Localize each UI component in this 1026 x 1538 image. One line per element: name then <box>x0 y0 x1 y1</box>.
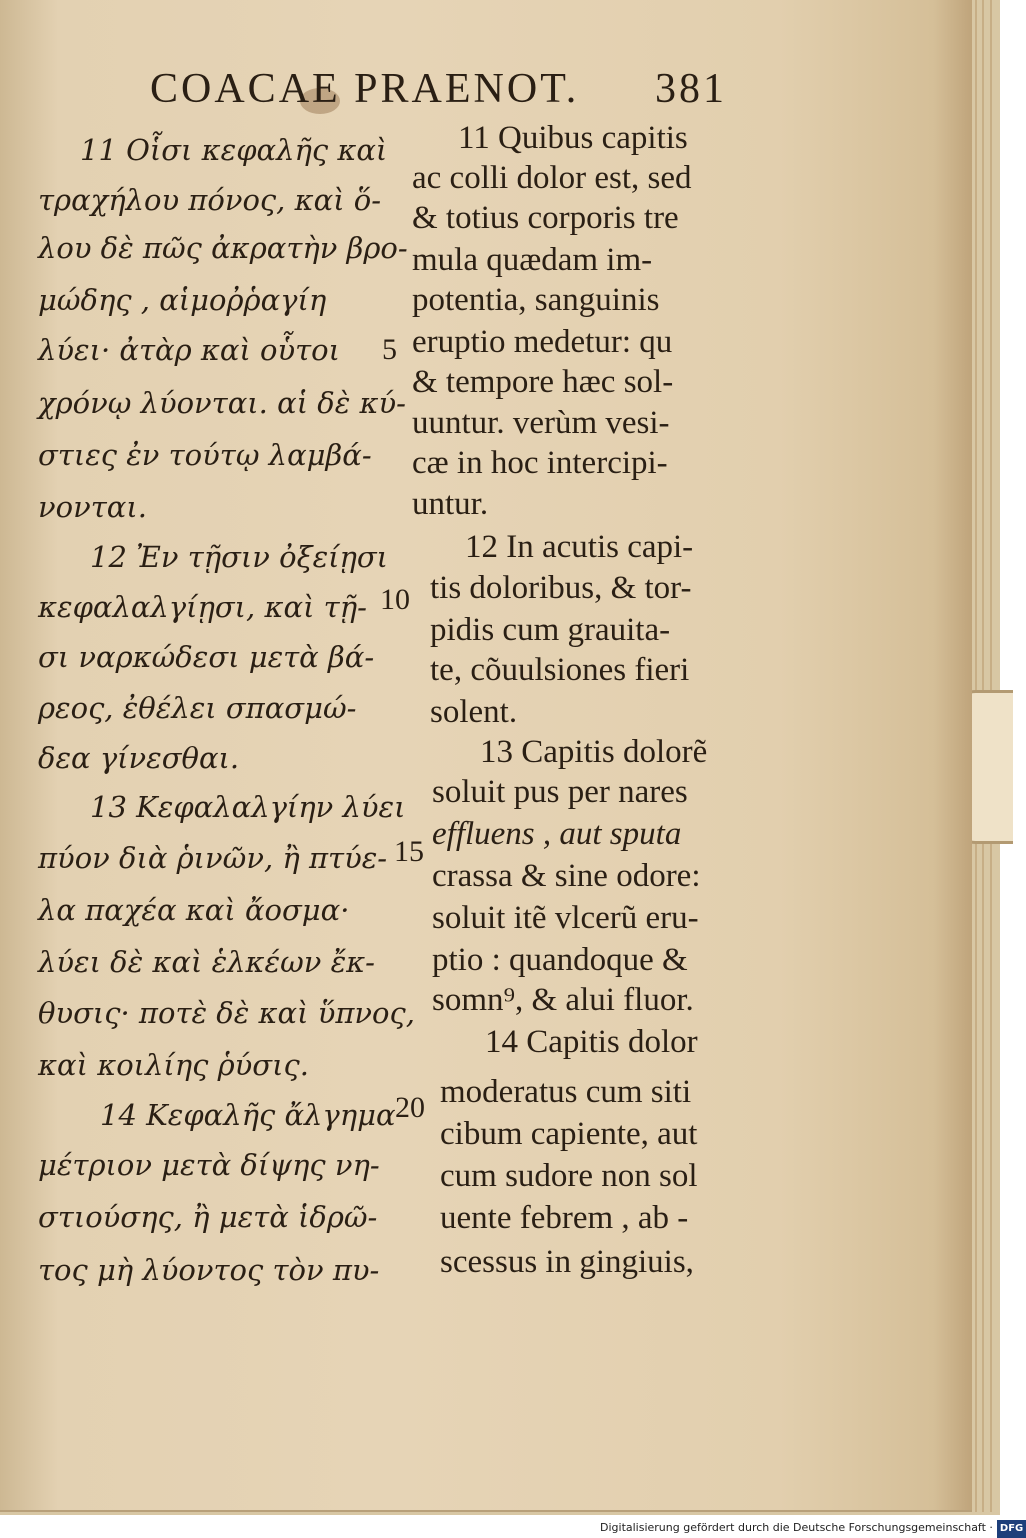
latin-line: ac colli dolor est, sed <box>412 160 692 196</box>
greek-line: στιούσης, ἢ μετὰ ἱδρῶ- <box>38 1200 378 1234</box>
latin-line: moderatus cum siti <box>440 1074 692 1110</box>
latin-line: scessus in gingiuis, <box>440 1244 694 1280</box>
greek-line: κεφαλαλγίῃσι, καὶ τῇ- <box>38 590 367 624</box>
line-number: 5 <box>382 333 397 366</box>
latin-line: & totius corporis tre <box>412 200 679 236</box>
latin-line: 13 Capitis dolorẽ <box>480 734 708 770</box>
greek-line: στιες ἐν τούτῳ λαμβά- <box>38 438 372 472</box>
page-number: 381 <box>655 66 727 112</box>
latin-line: somn⁹, & alui fluor. <box>432 982 694 1018</box>
latin-line: te, cõuulsiones fieri <box>430 652 690 688</box>
latin-line: solent. <box>430 694 518 730</box>
latin-line: uente febrem , ab - <box>440 1200 689 1236</box>
latin-line: mula quædam im- <box>412 242 653 278</box>
digitization-credit <box>600 1519 1024 1537</box>
latin-line: pidis cum grauita- <box>430 612 671 648</box>
latin-line: ptio : quandoque & <box>432 942 688 978</box>
greek-line: καὶ κοιλίης ῥύσις. <box>38 1048 309 1082</box>
latin-line: soluit itẽ vlcerũ eru- <box>432 900 699 936</box>
greek-line: 12 Ἐν τῇσιν ὀξείῃσι <box>90 540 389 574</box>
latin-line: cibum capiente, aut <box>440 1116 698 1152</box>
greek-line: σι ναρκώδεσι μετὰ βά- <box>38 640 375 674</box>
latin-line: uuntur. verùm vesi- <box>412 405 670 441</box>
greek-line: χρόνῳ λύονται. αἱ δὲ κύ- <box>38 386 406 420</box>
greek-line: τος μὴ λύοντος τὸν πυ- <box>38 1253 380 1287</box>
latin-line: effluens , aut sputa <box>432 816 682 852</box>
line-number: 10 <box>380 583 410 616</box>
latin-line: eruptio medetur: qu <box>412 324 673 360</box>
latin-line: soluit pus per nares <box>432 774 688 810</box>
greek-line: πύον διὰ ῥινῶν, ἢ πτύε- <box>38 841 388 875</box>
latin-line: cum sudore non sol <box>440 1158 698 1194</box>
dfg-logo: DFG <box>997 1520 1026 1538</box>
latin-line: potentia, sanguinis <box>412 282 660 318</box>
greek-line: 11 Οἷσι κεφαλῆς καὶ <box>80 133 388 167</box>
greek-line: νονται. <box>38 490 147 524</box>
greek-line: ρεος, ἐθέλει σπασμώ- <box>38 691 357 725</box>
greek-line: θυσις· ποτὲ δὲ καὶ ὕπνος, <box>38 996 415 1030</box>
latin-line: & tempore hæc sol- <box>412 364 674 400</box>
latin-line: untur. <box>412 486 489 522</box>
greek-line: 13 Κεφαλαλγίην λύει <box>90 790 406 824</box>
line-number: 15 <box>394 835 424 868</box>
greek-line: μώδης , αἱμοῤῥαγίη <box>38 283 327 317</box>
latin-line: 12 In acutis capi- <box>465 529 694 565</box>
greek-line: δεα γίνεσθαι. <box>38 741 240 775</box>
greek-line: μέτριον μετὰ δίψης νη- <box>38 1148 380 1182</box>
running-title: COACAE PRAENOT. <box>150 66 580 112</box>
greek-line: τραχήλου πόνος, καὶ ὅ- <box>38 183 382 217</box>
latin-line: tis doloribus, & tor- <box>430 570 692 606</box>
greek-line: λύει· ἀτὰρ καὶ οὗτοι <box>38 333 341 367</box>
greek-line: λα παχέα καὶ ἄοσμα· <box>38 893 350 927</box>
greek-line: 14 Κεφαλῆς ἄλγημα <box>100 1098 396 1132</box>
latin-line: 11 Quibus capitis <box>458 120 688 156</box>
latin-line: 14 Capitis dolor <box>485 1024 698 1060</box>
greek-line: λύει δὲ καὶ ἑλκέων ἔκ- <box>38 945 375 979</box>
credit-text: Digitalisierung gefördert durch die Deutsche Forschungsgemeinschaft · <box>600 1521 993 1534</box>
latin-line: cæ in hoc intercipi- <box>412 445 668 481</box>
latin-line: crassa & sine odore: <box>432 858 701 894</box>
line-number: 20 <box>395 1091 425 1124</box>
greek-line: λου δὲ πῶς ἀκρατὴν βρο- <box>38 231 408 265</box>
